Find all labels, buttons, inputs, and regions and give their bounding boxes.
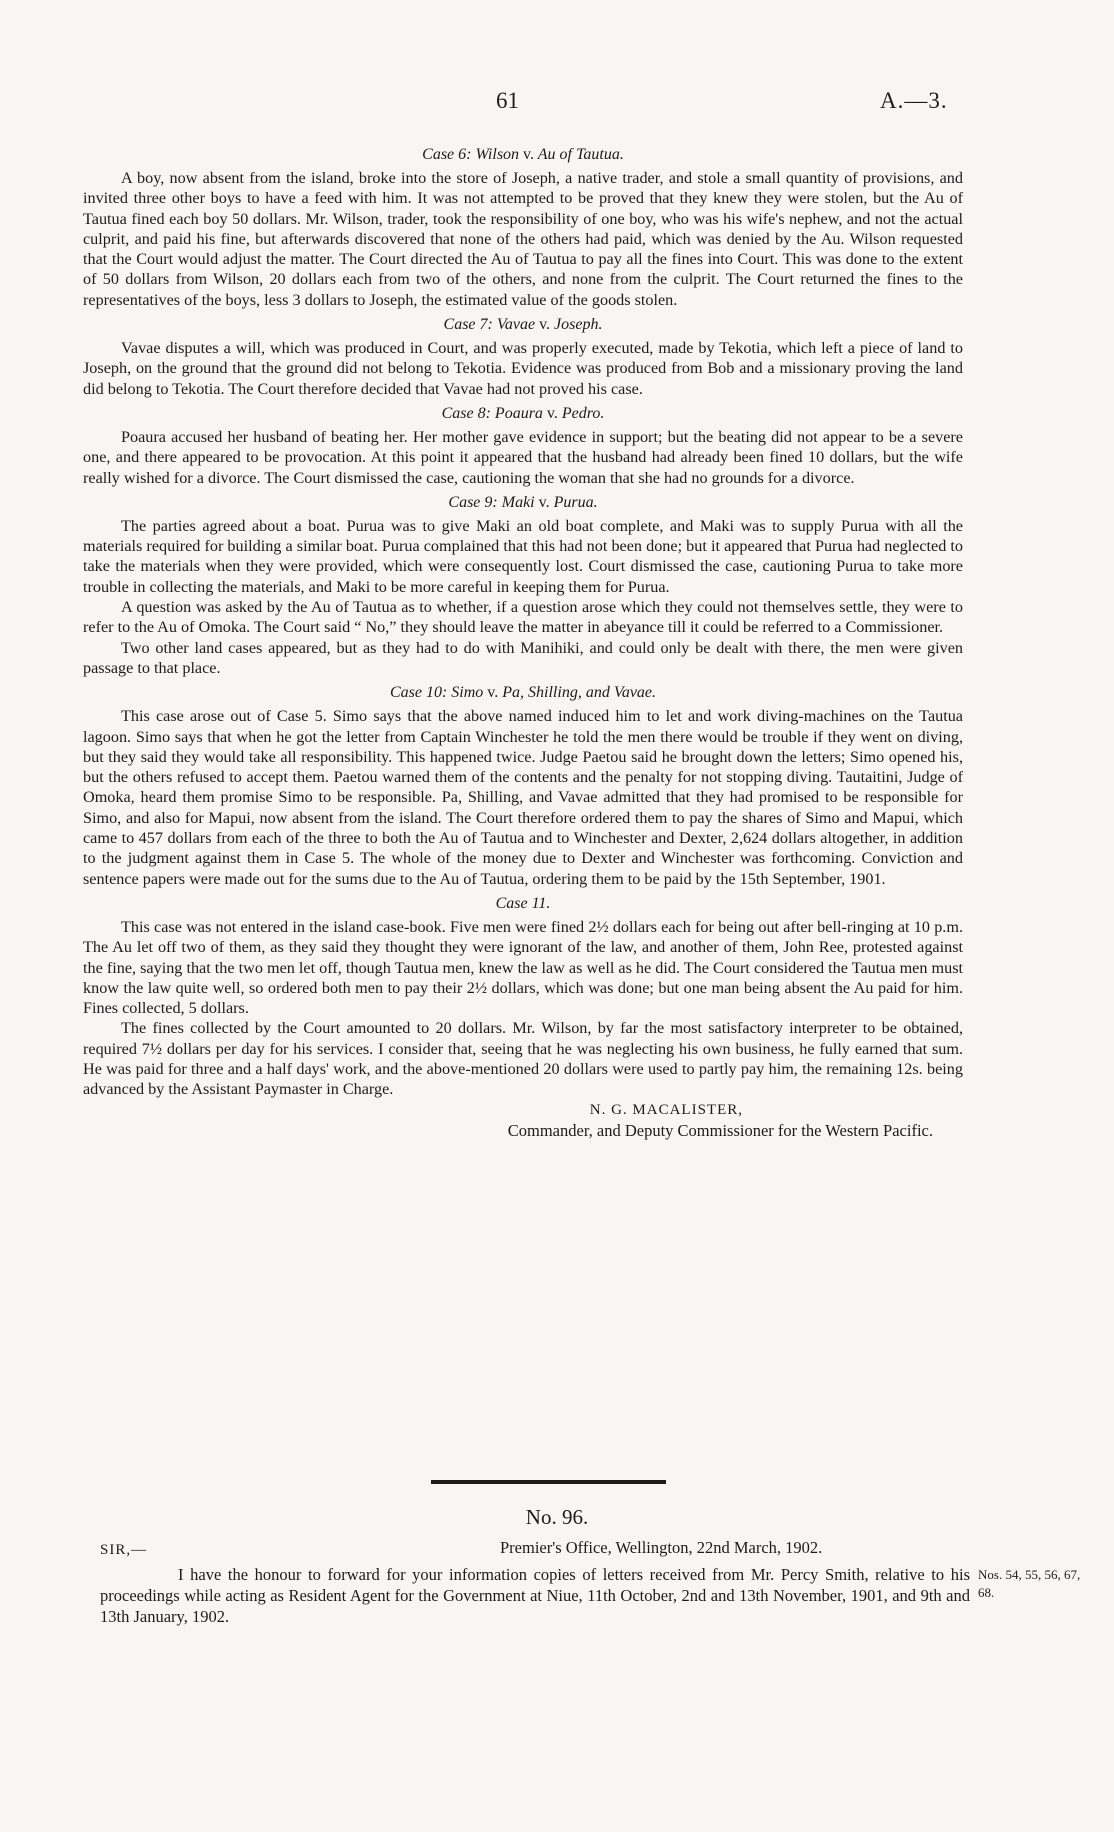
signature-name: N. G. MACALISTER, (589, 1101, 743, 1118)
case-paragraph: A question was asked by the Au of Tautua as to whether, if a question arose which they could not themselves settle, they were to refer to the Au of Omoka. The Court said “ No,” they should leave the matter in abeyance till it could be referred to a Commissioner. (83, 598, 963, 637)
section-divider (431, 1480, 666, 1484)
case-heading: Case 11. (495, 894, 551, 912)
letter-salutation: SIR,— (100, 1542, 148, 1558)
case-paragraph: Vavae disputes a will, which was produced in Court, and was properly executed, made by Tekotia, which left a piece of land to Joseph, on the ground that the ground did not belong to Tekotia. Evidence was produced from Bob and a missionary proving the land did belong to Tekotia. The Court therefore decided that Vavae had not proved his case. (83, 339, 963, 398)
margin-note: Nos. 54, 55, 56, 67, 68. (978, 1567, 1081, 1600)
signature-title: Commander, and Deputy Commissioner for the Western Pacific. (507, 1120, 933, 1140)
case-paragraph: A boy, now absent from the island, broke into the store of Joseph, a native trader, and stole a small quantity of provisions, and invited three other boys to have a feed with him. It was not attempted to be proved that they knew they were stolen, but the Au of Tautua fined each boy 50 dollars. Mr. Wilson, trader, took the responsibility of one boy, who was his wife's nephew, and not the actual culprit, and paid his fine, but afterwards discovered that none of the others had paid, which was denied by the Au. Wilson requested that the Court would adjust the matter. The Court directed the Au of Tautua to pay all the fines into Court. This was done to the extent of 50 dollars from Wilson, 20 dollars each from two of the others, and none from the culprit. The Court returned the fines to the representatives of the boys, less 3 dollars to Joseph, the estimated value of the goods stolen. (83, 169, 963, 309)
cases-column (83, 140, 963, 1142)
case-paragraph: Two other land cases appeared, but as they had to do with Manihiki, and could only be dealt with there, the men were given passage to that place. (83, 638, 963, 677)
case-heading: Case 7: Vavae v. Joseph. (443, 316, 603, 334)
case-paragraph: This case was not entered in the island case-book. Five men were fined 2½ dollars each for being out after bell-ringing at 10 p.m. The Au let off two of them, as they said they thought they were ignorant of the law, and another of them, John Ree, protested against the fine, saying that the two men let off, though Tautua men, knew the law as well as he did. The Court considered the Tautua men must know the law quite well, so ordered both men to pay their 2½ dollars, which was done; but one man being absent the Au paid for him. Fines collected, 5 dollars. (83, 917, 963, 1018)
case-paragraph: The parties agreed about a boat. Purua was to give Maki an old boat complete, and Maki was to supply Purua with all the materials required for building a similar boat. Purua complained that this had not been done; but it appeared that Purua had neglected to take the materials when they were provided, which were consequently lost. Court dismissed the case, cautioning Purua to take more trouble in collecting the materials, and Maki to be more careful in keeping them for Purua. (83, 516, 963, 596)
letter-body: I have the honour to forward for your information copies of letters received from Mr. Percy Smith, relative to his proceedings while acting as Resident Agent for the Government at Niue, 11th October, 2nd and 13th November, 1901, and 9th and 13th January, 1902. (100, 1565, 970, 1626)
letter-dateline: Premier's Office, Wellington, 22nd March, 1902. (500, 1538, 823, 1557)
case-heading: Case 9: Maki v. Purua. (448, 493, 598, 511)
case-paragraph: Poaura accused her husband of beating her. Her mother gave evidence in support; but the beating did not appear to be a severe one, and there appeared to be provocation. At this point it appeared that the husband had already been fined 10 dollars, but the wife really wished for a divorce. The Court dismissed the case, cautioning the woman that she had no grounds for a divorce. (83, 427, 963, 487)
case-paragraph: This case arose out of Case 5. Simo says that the above named induced him to let and work diving-machines on the Tautua lagoon. Simo says that when he got the letter from Captain Winchester he told the men there would be trouble if they went on diving, but they said they would take all responsibility. This happened twice. Judge Paetou said he brought down the letters; Simo opened his, but the others refused to accept them. Paetou warned them of the contents and the penalty for not stopping diving. Tautaitini, Judge of Omoka, heard them promise Simo to be responsible. Pa, Shilling, and Vavae admitted that they had promised to be responsible for Simo, and also for Mapui, now absent from the island. The Court therefore ordered them to pay the shares of Simo and Mapui, which came to 457 dollars from each of the three to both the Au of Tautua and to Winchester and Dexter, 2,624 dollars altogether, in addition to the judgment against them in Case 5. The whole of the money due to Dexter and Winchester was forthcoming. Conviction and sentence papers were made out for the sums due to the Au of Tautua, ordering them to be paid by the 15th September, 1901. (83, 707, 963, 888)
case-paragraph: The fines collected by the Court amounted to 20 dollars. Mr. Wilson, by far the most satisfactory interpreter to be obtained, required 7½ dollars per day for his services. I consider that, seeing that he was neglecting his own business, he fully earned that sum. He was paid for three and a half days' work, and the above-mentioned 20 dollars were used to partly pay him, the remaining 12s. being advanced by the Assistant Paymaster in Charge. (83, 1019, 963, 1099)
letter-number: No. 96. (525, 1505, 589, 1529)
case-heading: Case 10: Simo v. Pa, Shilling, and Vavae. (389, 684, 657, 702)
case-heading: Case 6: Wilson v. Au of Tautua. (422, 146, 624, 163)
document-reference: A.—3. (880, 88, 948, 113)
page-number: 61 (496, 88, 519, 113)
case-heading: Case 8: Poaura v. Pedro. (441, 404, 605, 422)
